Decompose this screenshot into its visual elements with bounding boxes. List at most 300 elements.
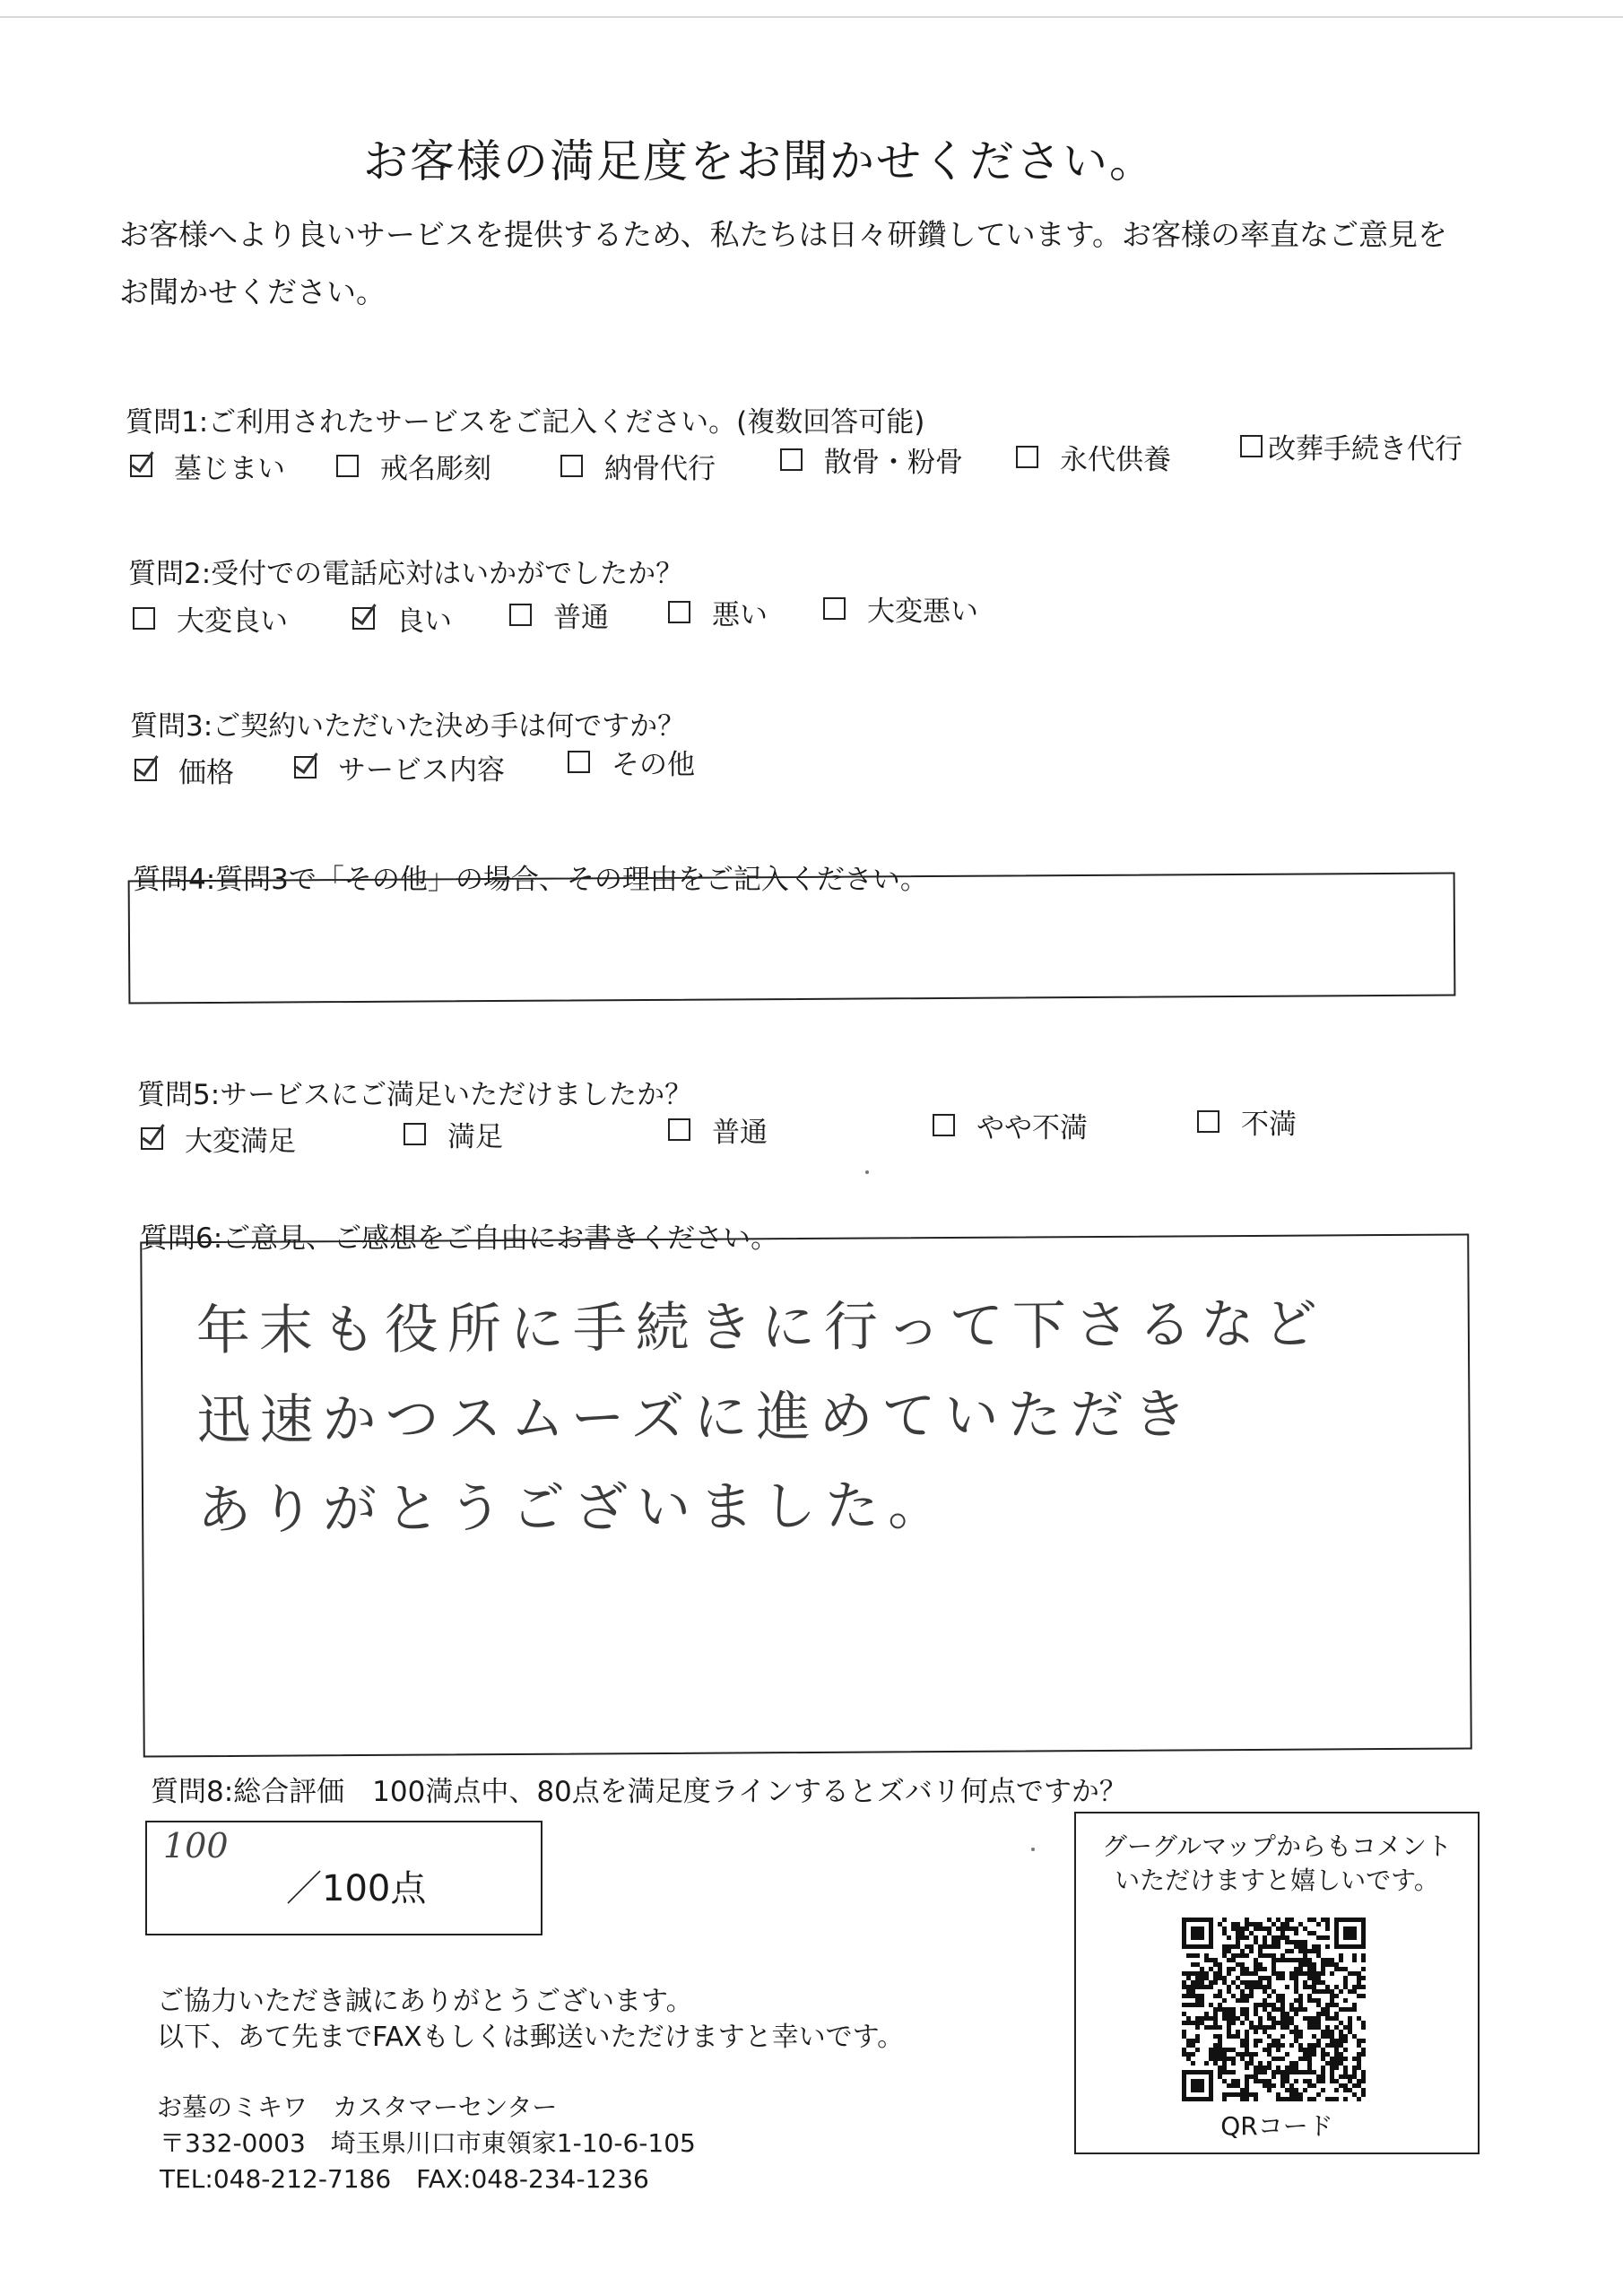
qr-module: [1325, 1918, 1330, 1922]
qr-module: [1307, 1931, 1312, 1935]
qr-module: [1222, 2052, 1227, 2057]
qr-module: [1182, 1994, 1186, 1998]
q6-label: 質問6:ご意見、ご感想をご自由にお書きください。: [140, 1222, 779, 1255]
qr-module: [1231, 2083, 1236, 2088]
qr-module: [1280, 2003, 1285, 2007]
qr-module: [1258, 1967, 1263, 1971]
qr-module: [1182, 2052, 1186, 2057]
qr-module: [1245, 2043, 1249, 2048]
qr-module: [1263, 2003, 1267, 2007]
qr-module: [1334, 2088, 1339, 2092]
qr-module: [1321, 2057, 1325, 2061]
qr-module: [1352, 1971, 1357, 1976]
qr-module: [1312, 1989, 1316, 1994]
q1-option-sankotsu[interactable]: [780, 439, 963, 480]
qr-module: [1245, 1980, 1249, 1985]
qr-module: [1236, 1935, 1240, 1940]
qr-module: [1209, 2048, 1213, 2052]
q3-option-1-checkbox[interactable]: [294, 756, 317, 778]
q1-option-grave-closing[interactable]: [130, 446, 285, 486]
q1-option-kaimyo[interactable]: [336, 446, 491, 486]
qr-module: [1236, 1931, 1240, 1935]
qr-module: [1298, 1962, 1303, 1967]
qr-module: [1352, 2066, 1357, 2070]
qr-module: [1222, 1926, 1227, 1931]
qr-module: [1195, 2034, 1200, 2039]
qr-module: [1307, 2083, 1312, 2088]
q5-option-unsatisfied[interactable]: [1197, 1101, 1297, 1142]
qr-module: [1312, 2025, 1316, 2030]
q6-answer-line-1: 年末も役所に手続きに行って下さるなど: [195, 1292, 1327, 1363]
qr-module: [1276, 1998, 1280, 2003]
qr-module: [1294, 1958, 1298, 1962]
qr-module: [1276, 1971, 1280, 1976]
qr-module: [1231, 1926, 1236, 1931]
qr-module: [1294, 1985, 1298, 1989]
qr-module: [1334, 1967, 1339, 1971]
q3-option-service[interactable]: [294, 747, 505, 787]
qr-module: [1227, 1958, 1231, 1962]
qr-module: [1231, 1958, 1236, 1962]
qr-module: [1285, 2012, 1289, 2016]
qr-module: [1334, 1962, 1339, 1967]
qr-module: [1231, 2012, 1236, 2016]
qr-module: [1195, 1971, 1200, 1976]
q1-option-2-checkbox[interactable]: [560, 455, 583, 477]
qr-module: [1321, 2034, 1325, 2039]
qr-module: [1294, 2034, 1298, 2039]
qr-module: [1289, 2061, 1294, 2066]
qr-module: [1245, 2039, 1249, 2043]
qr-module: [1222, 2012, 1227, 2016]
qr-module: [1227, 1985, 1231, 1989]
qr-module: [1303, 2088, 1307, 2092]
qr-module: [1334, 2097, 1339, 2101]
qr-module: [1182, 2048, 1186, 2052]
qr-module: [1280, 2034, 1285, 2039]
qr-module: [1263, 1976, 1267, 1980]
qr-module: [1267, 2025, 1271, 2030]
qr-module: [1195, 1980, 1200, 1985]
q3-option-0-checkbox[interactable]: [135, 759, 157, 781]
qr-module: [1294, 2012, 1298, 2016]
qr-module: [1294, 1980, 1298, 1985]
qr-module: [1325, 1935, 1330, 1940]
qr-module: [1236, 1998, 1240, 2003]
qr-module: [1307, 2021, 1312, 2025]
qr-module: [1271, 1940, 1276, 1944]
qr-module: [1325, 1985, 1330, 1989]
qr-module: [1357, 2066, 1361, 2070]
qr-module: [1263, 2083, 1267, 2088]
qr-module: [1258, 1976, 1263, 1980]
qr-message-line-2: いただけますと嬉しいです。: [1115, 1866, 1439, 1895]
qr-module: [1249, 1989, 1254, 1994]
qr-module: [1339, 1989, 1343, 1994]
qr-module: [1330, 2070, 1334, 2074]
q3-option-2-label: その他: [612, 749, 695, 781]
qr-module: [1303, 1962, 1307, 1967]
qr-module: [1236, 1962, 1240, 1967]
q2-option-4-checkbox[interactable]: [823, 597, 846, 620]
qr-module: [1213, 2007, 1218, 2012]
qr-module: [1218, 2003, 1222, 2007]
qr-module: [1321, 1935, 1325, 1940]
qr-module: [1294, 1971, 1298, 1976]
qr-module: [1316, 1922, 1321, 1926]
q2-option-3-checkbox[interactable]: [668, 601, 690, 623]
qr-module: [1276, 1935, 1280, 1940]
qr-module: [1236, 2030, 1240, 2034]
qr-module: [1339, 2083, 1343, 2088]
qr-module: [1357, 2097, 1361, 2101]
qr-module: [1249, 1944, 1254, 1949]
qr-module: [1218, 2048, 1222, 2052]
qr-module: [1231, 1994, 1236, 1998]
q3-option-other[interactable]: [568, 742, 695, 782]
qr-module: [1312, 1967, 1316, 1971]
qr-module: [1267, 2083, 1271, 2088]
qr-module: [1263, 1940, 1267, 1944]
qr-module: [1334, 2012, 1339, 2016]
qr-module: [1280, 1926, 1285, 1931]
q5-option-1-checkbox[interactable]: [404, 1123, 426, 1145]
qr-module: [1294, 2092, 1298, 2097]
qr-module: [1285, 2074, 1289, 2079]
qr-module: [1182, 2034, 1186, 2039]
qr-module: [1330, 1998, 1334, 2003]
qr-module: [1218, 2007, 1222, 2012]
qr-module: [1348, 2074, 1352, 2079]
qr-code-icon[interactable]: [1182, 1918, 1366, 2101]
qr-module: [1280, 2016, 1285, 2021]
qr-module: [1254, 2052, 1258, 2057]
qr-module: [1200, 2003, 1204, 2007]
qr-module: [1267, 1980, 1271, 1985]
scan-speck: [865, 1170, 869, 1174]
qr-module: [1307, 2048, 1312, 2052]
q5-option-0-checkbox[interactable]: [141, 1127, 163, 1150]
qr-module: [1352, 2057, 1357, 2061]
qr-module: [1209, 2016, 1213, 2021]
qr-module: [1245, 2066, 1249, 2070]
qr-module: [1312, 2021, 1316, 2025]
q4-answer-box[interactable]: [128, 872, 1456, 1004]
qr-module: [1236, 2052, 1240, 2057]
qr-module: [1303, 2048, 1307, 2052]
q5-option-2-checkbox[interactable]: [668, 1118, 690, 1141]
qr-module: [1222, 2066, 1227, 2070]
qr-module: [1271, 1953, 1276, 1958]
scan-speck: [1031, 1848, 1035, 1851]
qr-module: [1330, 2030, 1334, 2034]
q5-option-normal[interactable]: [668, 1109, 768, 1150]
q2-option-very-bad[interactable]: [823, 588, 978, 629]
qr-module: [1280, 1971, 1285, 1976]
qr-module: [1271, 2057, 1276, 2061]
qr-module: [1276, 2066, 1280, 2070]
qr-module: [1312, 2070, 1316, 2074]
qr-module: [1227, 2070, 1231, 2074]
qr-module: [1222, 1953, 1227, 1958]
qr-module: [1236, 2034, 1240, 2039]
qr-module: [1213, 1962, 1218, 1967]
q4-label: 質問4:質問3で「その他」の場合、その理由をご記入ください。: [133, 864, 928, 896]
q2-option-1-checkbox[interactable]: [352, 607, 375, 630]
qr-module: [1231, 1922, 1236, 1926]
qr-module: [1339, 2030, 1343, 2034]
qr-module: [1307, 2052, 1312, 2057]
q1-option-1-checkbox[interactable]: [336, 455, 359, 477]
qr-module: [1249, 1985, 1254, 1989]
q1-option-eitai[interactable]: [1016, 437, 1171, 477]
qr-module: [1254, 1926, 1258, 1931]
qr-module: [1271, 1958, 1276, 1962]
qr-module: [1218, 1989, 1222, 1994]
qr-module: [1339, 2061, 1343, 2066]
qr-module: [1213, 1994, 1218, 1998]
qr-module: [1298, 1940, 1303, 1944]
qr-module: [1294, 2039, 1298, 2043]
qr-module: [1312, 1985, 1316, 1989]
q5-option-2-label: 普通: [712, 1117, 768, 1149]
qr-module: [1200, 1967, 1204, 1971]
qr-module: [1334, 2016, 1339, 2021]
qr-module: [1195, 2048, 1200, 2052]
q5-option-1-label: 満足: [447, 1121, 503, 1153]
q8-score-box[interactable]: [145, 1821, 542, 1935]
qr-module: [1200, 1998, 1204, 2003]
qr-module: [1298, 1998, 1303, 2003]
q6-answer-box[interactable]: [140, 1233, 1471, 1757]
qr-module: [1209, 1985, 1213, 1989]
qr-module: [1334, 1985, 1339, 1989]
qr-module: [1213, 1958, 1218, 1962]
q5-option-4-label: 不満: [1241, 1109, 1297, 1141]
qr-module: [1240, 1980, 1245, 1985]
qr-module: [1321, 2070, 1325, 2074]
q2-option-normal[interactable]: [509, 595, 609, 635]
qr-module: [1231, 2070, 1236, 2074]
qr-module: [1218, 1971, 1222, 1976]
qr-module: [1213, 2012, 1218, 2016]
qr-module: [1330, 2097, 1334, 2101]
qr-module: [1325, 2052, 1330, 2057]
qr-module: [1240, 1971, 1245, 1976]
qr-module: [1191, 1994, 1195, 1998]
qr-module: [1330, 1962, 1334, 1967]
q5-option-very-satisfied[interactable]: [141, 1118, 296, 1159]
qr-module: [1361, 2052, 1366, 2057]
qr-module: [1254, 2030, 1258, 2034]
qr-module: [1218, 2070, 1222, 2074]
q5-option-slightly-unsatisfied[interactable]: [933, 1105, 1088, 1145]
q2-option-good[interactable]: [352, 598, 452, 639]
qr-module: [1245, 2061, 1249, 2066]
qr-module: [1254, 1940, 1258, 1944]
qr-module: [1303, 1980, 1307, 1985]
q1-option-5-checkbox[interactable]: [1240, 435, 1263, 457]
qr-module: [1321, 2048, 1325, 2052]
qr-module: [1343, 2057, 1348, 2061]
q2-option-very-good[interactable]: [133, 598, 288, 639]
qr-module: [1307, 1949, 1312, 1953]
qr-module: [1316, 2025, 1321, 2030]
qr-module: [1227, 1967, 1231, 1971]
qr-module: [1227, 2083, 1231, 2088]
qr-module: [1191, 2003, 1195, 2007]
qr-module: [1236, 1926, 1240, 1931]
qr-module: [1357, 1976, 1361, 1980]
qr-module: [1276, 1918, 1280, 1922]
qr-module: [1312, 2097, 1316, 2101]
qr-module: [1280, 2021, 1285, 2025]
q5-option-satisfied[interactable]: [404, 1114, 503, 1154]
qr-module: [1213, 2025, 1218, 2030]
qr-module: [1240, 2092, 1245, 2097]
qr-module: [1271, 2039, 1276, 2043]
qr-module: [1307, 2097, 1312, 2101]
qr-module: [1280, 2043, 1285, 2048]
q3-option-2-checkbox[interactable]: [568, 751, 590, 773]
footer-phone: TEL:048-212-7186 FAX:048-234-1236: [160, 2164, 649, 2194]
qr-module: [1352, 2070, 1357, 2074]
qr-module: [1312, 1949, 1316, 1953]
qr-module: [1298, 1922, 1303, 1926]
qr-module: [1191, 2061, 1195, 2066]
q5-option-3-label: やや不満: [976, 1112, 1088, 1144]
qr-module: [1236, 1944, 1240, 1949]
q1-option-0-checkbox[interactable]: [130, 455, 152, 477]
q3-option-price[interactable]: [135, 750, 234, 790]
qr-module: [1245, 2030, 1249, 2034]
q5-option-3-checkbox[interactable]: [933, 1114, 955, 1136]
qr-module: [1182, 2021, 1186, 2025]
qr-module: [1263, 2025, 1267, 2030]
qr-module: [1316, 2021, 1321, 2025]
qr-module: [1280, 2097, 1285, 2101]
qr-module: [1231, 2016, 1236, 2021]
qr-module: [1289, 2066, 1294, 2070]
qr-module: [1280, 1998, 1285, 2003]
qr-module: [1249, 1931, 1254, 1935]
qr-module: [1236, 2092, 1240, 2097]
qr-module: [1307, 1971, 1312, 1976]
qr-module: [1263, 1953, 1267, 1958]
qr-module: [1280, 1976, 1285, 1980]
qr-module: [1280, 1953, 1285, 1958]
qr-module: [1204, 2061, 1209, 2066]
qr-module: [1254, 1967, 1258, 1971]
qr-module: [1357, 2043, 1361, 2048]
qr-module: [1298, 1958, 1303, 1962]
qr-module: [1312, 1931, 1316, 1935]
q1-option-nokotsu[interactable]: [560, 446, 716, 486]
qr-module: [1339, 2074, 1343, 2079]
qr-module: [1316, 2079, 1321, 2083]
qr-module: [1294, 1931, 1298, 1935]
qr-module: [1245, 1922, 1249, 1926]
qr-module: [1267, 2066, 1271, 2070]
qr-module: [1289, 2016, 1294, 2021]
qr-module: [1321, 2074, 1325, 2079]
q5-label: 質問5:サービスにご満足いただけましたか？: [137, 1079, 693, 1111]
qr-module: [1231, 1980, 1236, 1985]
qr-module: [1303, 1926, 1307, 1931]
qr-module: [1289, 2043, 1294, 2048]
qr-module: [1227, 2016, 1231, 2021]
qr-module: [1339, 1958, 1343, 1962]
qr-module: [1195, 1953, 1200, 1958]
qr-module: [1294, 1989, 1298, 1994]
qr-module: [1222, 2079, 1227, 2083]
qr-module: [1316, 1980, 1321, 1985]
q1-option-4-checkbox[interactable]: [1016, 446, 1038, 468]
qr-module: [1280, 2057, 1285, 2061]
qr-module: [1280, 1922, 1285, 1926]
qr-module: [1343, 2083, 1348, 2088]
qr-module: [1348, 2088, 1352, 2092]
qr-module: [1245, 2007, 1249, 2012]
qr-module: [1303, 1944, 1307, 1949]
q2-option-bad[interactable]: [668, 592, 768, 632]
q1-option-0-label: 墓じまい: [174, 453, 285, 485]
q1-option-kaiso[interactable]: [1240, 426, 1462, 466]
qr-module: [1218, 1967, 1222, 1971]
qr-module: [1285, 2097, 1289, 2101]
q2-option-2-label: 普通: [553, 602, 609, 634]
q2-option-0-checkbox[interactable]: [133, 607, 155, 630]
qr-module: [1285, 2088, 1289, 2092]
qr-module: [1271, 2003, 1276, 2007]
qr-module: [1245, 2097, 1249, 2101]
qr-module: [1263, 1998, 1267, 2003]
qr-module: [1213, 1976, 1218, 1980]
qr-module: [1330, 1958, 1334, 1962]
q2-option-1-label: 良い: [396, 605, 452, 638]
qr-module: [1307, 1985, 1312, 1989]
q5-option-4-checkbox[interactable]: [1197, 1110, 1219, 1133]
qr-module: [1240, 1967, 1245, 1971]
qr-module: [1254, 2079, 1258, 2083]
qr-module: [1276, 2007, 1280, 2012]
q1-option-1-label: 戒名彫刻: [380, 453, 491, 485]
qr-module: [1245, 2088, 1249, 2092]
qr-module: [1222, 1980, 1227, 1985]
qr-module: [1213, 2021, 1218, 2025]
qr-module: [1343, 1967, 1348, 1971]
qr-module: [1222, 2007, 1227, 2012]
qr-module: [1343, 2039, 1348, 2043]
qr-module: [1254, 2066, 1258, 2070]
qr-module: [1361, 2079, 1366, 2083]
qr-module: [1330, 1971, 1334, 1976]
q2-option-2-checkbox[interactable]: [509, 604, 532, 626]
qr-module: [1298, 1971, 1303, 1976]
qr-module: [1330, 2066, 1334, 2070]
qr-module: [1267, 2043, 1271, 2048]
qr-module: [1276, 2070, 1280, 2074]
qr-module: [1245, 2092, 1249, 2097]
qr-module: [1191, 2043, 1195, 2048]
qr-module: [1276, 2097, 1280, 2101]
qr-module: [1294, 2025, 1298, 2030]
qr-module: [1267, 2088, 1271, 2092]
qr-module: [1312, 1918, 1316, 1922]
q1-option-3-checkbox[interactable]: [780, 448, 803, 471]
qr-module: [1339, 1953, 1343, 1958]
qr-module: [1348, 1989, 1352, 1994]
